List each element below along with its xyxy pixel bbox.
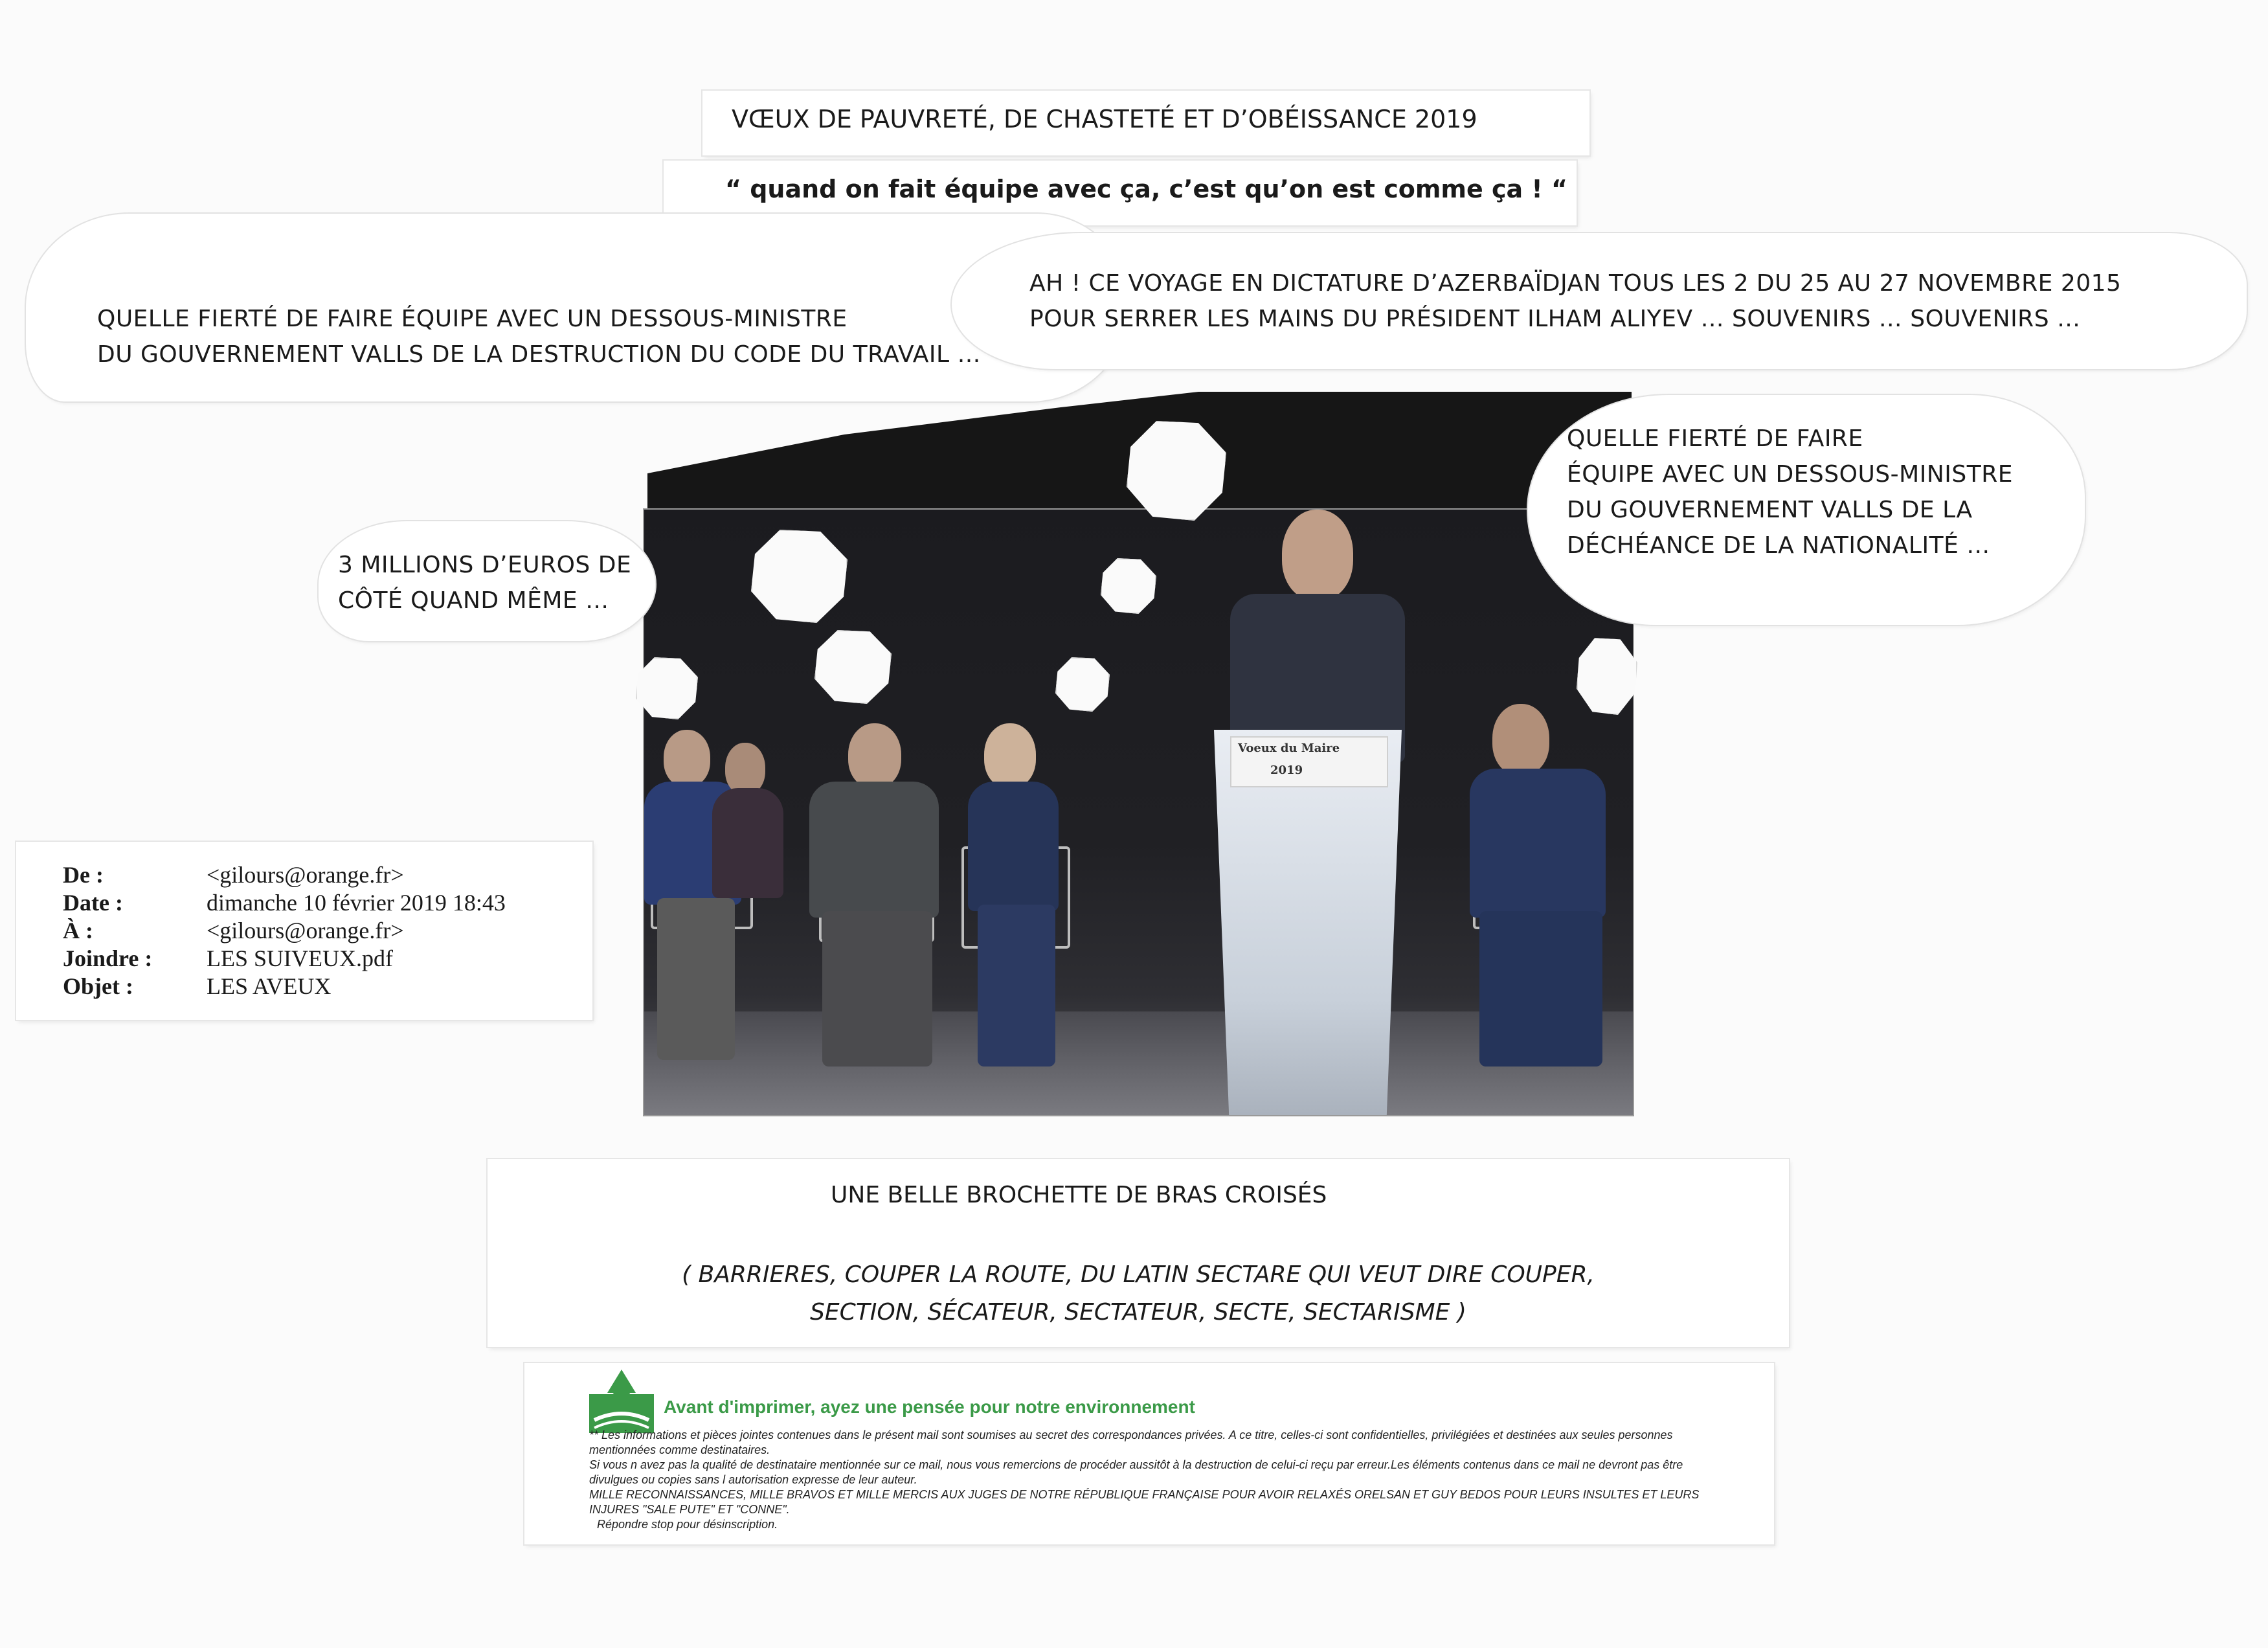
bubble-line: ÉQUIPE AVEC UN DESSOUS-MINISTRE: [1567, 461, 2013, 488]
bubble-line: AH ! CE VOYAGE EN DICTATURE D’AZERBAÏDJAN TOUS LES 2 DU 25 AU 27 NOVEMBRE 2015: [1029, 270, 2122, 297]
caption-line: SECTION, SÉCATEUR, SECTATEUR, SECTE, SECTARISME ): [810, 1299, 1466, 1326]
speech-bubble-millions: [319, 521, 655, 641]
email-from: <gilours@orange.fr>: [207, 862, 404, 888]
email-footer: [524, 1363, 1774, 1544]
caption-title: UNE BELLE BROCHETTE DE BRAS CROISÉS: [831, 1182, 1327, 1208]
footer-disclaimer: [589, 1428, 1729, 1532]
bubble-line: POUR SERRER LES MAINS DU PRÉSIDENT ILHAM ALIYEV … SOUVENIRS … SOUVENIRS …: [1029, 306, 2081, 332]
email-subject: LES AVEUX: [207, 973, 331, 999]
email-label: À :: [63, 918, 93, 943]
bubble-line: 3 MILLIONS D’EUROS DE: [338, 552, 632, 578]
email-label: Joindre :: [63, 945, 153, 971]
email-label: De :: [63, 862, 104, 888]
bubble-line: CÔTÉ QUAND MÊME …: [338, 587, 609, 614]
quote-text: “ quand on fait équipe avec ça, c’est qu’on est comme ça ! “: [725, 175, 1567, 203]
disclaimer-line: Si vous n avez pas la qualité de destinataire mentionnée sur ce mail, nous vous remercions de procéder aussitôt à la destruction de celui-ci reçu par erreur.Les éléments contenus dans ce mail ne devront pas être divulgues ou copies sans l autorisation expresse de leur auteur.: [589, 1458, 1683, 1486]
bubble-line: DU GOUVERNEMENT VALLS DE LA DESTRUCTION DU CODE DU TRAVAIL …: [97, 341, 982, 368]
caption-parenthetical: [633, 1256, 1643, 1331]
email-label: Objet :: [63, 973, 133, 999]
page-title: VŒUX DE PAUVRETÉ, DE CHASTETÉ ET D’OBÉISSANCE 2019: [732, 105, 1477, 133]
email-to: <gilours@orange.fr>: [207, 918, 404, 943]
disclaimer-line: ** Les informations et pièces jointes contenues dans le présent mail sont soumises au secret des correspondances privées. A ce titre, celles-ci sont confidentielles, privilégiées et destinées aux seules personnes mentionnées comme destinataires.: [589, 1428, 1673, 1456]
disclaimer-line: MILLE RECONNAISSANCES, MILLE BRAVOS ET MILLE MERCIS AUX JUGES DE NOTRE RÉPUBLIQUE FRANÇAISE POUR AVOIR RELAXÉS ORELSAN ET GUY BEDOS POUR LEURS INSULTES ET LEURS INJURES "SALE PUTE" ET "CONNE".: [589, 1488, 1700, 1516]
bubble-line: DU GOUVERNEMENT VALLS DE LA: [1567, 497, 1973, 523]
bubble-line: QUELLE FIERTÉ DE FAIRE ÉQUIPE AVEC UN DESSOUS-MINISTRE: [97, 306, 848, 332]
speech-bubble-azerbaijan: [952, 233, 2247, 369]
bubble-line: QUELLE FIERTÉ DE FAIRE: [1567, 425, 1863, 452]
bubble-line: DÉCHÉANCE DE LA NATIONALITÉ …: [1567, 532, 1990, 559]
email-attachment: LES SUIVEUX.pdf: [207, 945, 393, 971]
title-strip: [702, 91, 1589, 155]
tree-logo-icon: [589, 1368, 654, 1433]
unsubscribe-note: Répondre stop pour désinscription.: [597, 1518, 778, 1531]
podium: [1214, 730, 1402, 1115]
podium-label: Voeux du Maire: [1238, 741, 1340, 755]
email-date: dimanche 10 février 2019 18:43: [207, 890, 506, 916]
email-label: Date :: [63, 890, 123, 916]
podium-year: 2019: [1270, 763, 1303, 777]
caption-strip: [488, 1159, 1789, 1347]
speech-bubble-nationality: [1528, 395, 2085, 625]
footer-heading: Avant d'imprimer, ayez une pensée pour notre environnement: [664, 1397, 1195, 1417]
caption-line: ( BARRIERES, COUPER LA ROUTE, DU LATIN SECTARE QUI VEUT DIRE COUPER,: [682, 1261, 1595, 1288]
email-header: [16, 842, 592, 1020]
podium-sign: [1230, 736, 1388, 787]
